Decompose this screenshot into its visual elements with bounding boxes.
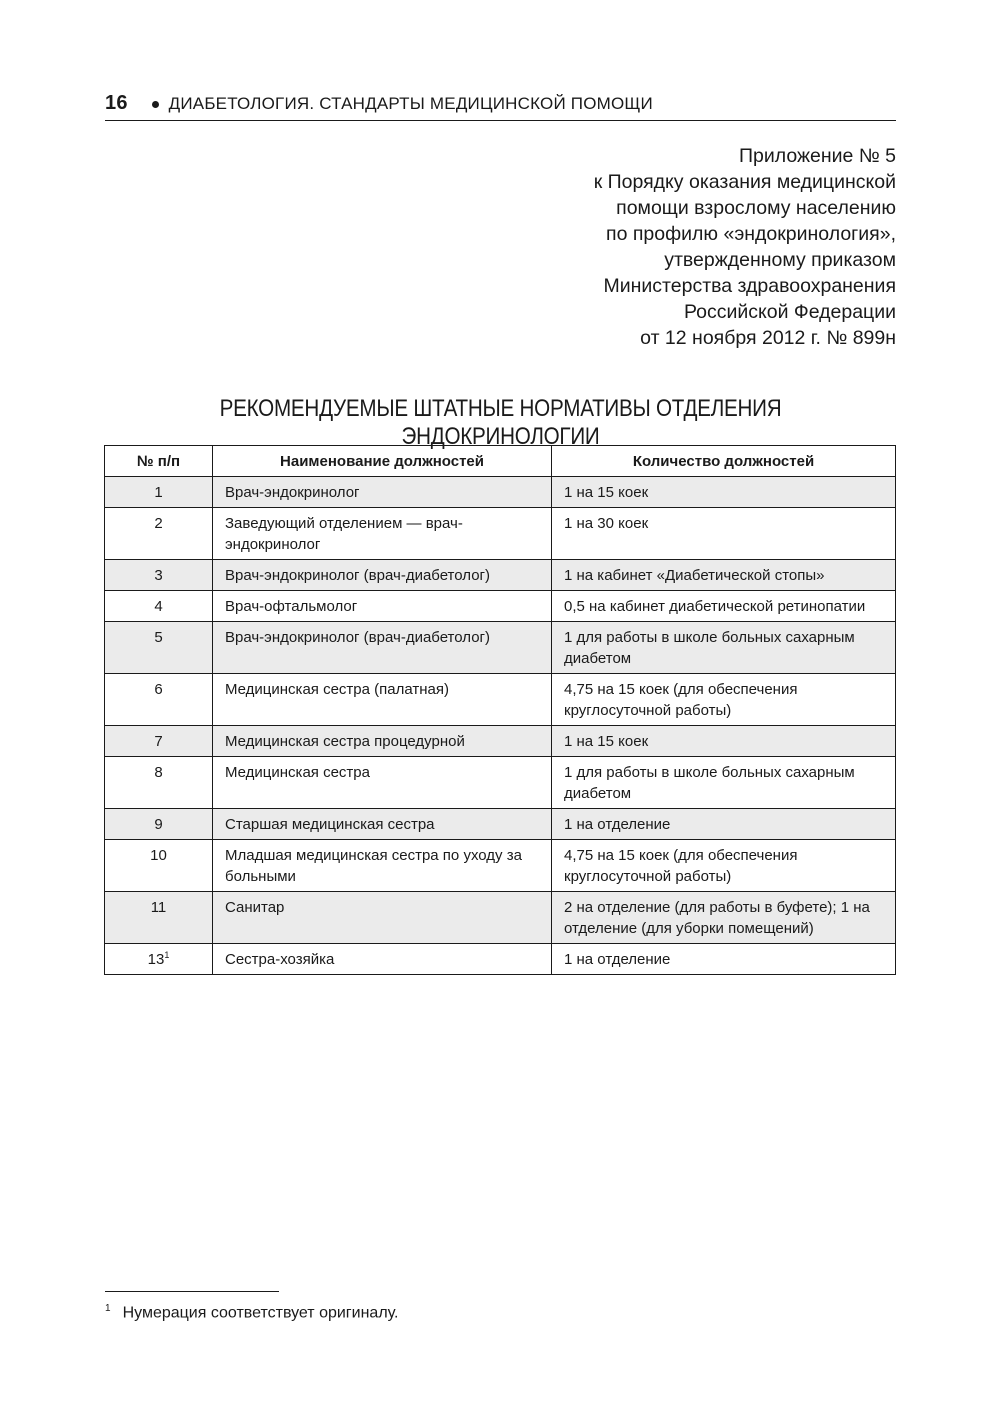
column-header-position: Наименование должностей [213,446,552,477]
appendix-line: Российской Федерации [683,301,896,323]
row-quantity: 1 на 30 коек [552,508,896,560]
bullet-icon [152,101,159,108]
row-position: Сестра-хозяйка [213,944,552,975]
table-header-row [105,446,896,477]
row-quantity: 1 на отделение [552,944,896,975]
footnote [105,1299,399,1323]
row-quantity: 0,5 на кабинет диабетической ретинопатии [552,591,896,622]
table-row [105,560,896,591]
table-row [105,840,896,892]
row-position: Врач-эндокринолог (врач-диабетолог) [213,560,552,591]
appendix-line: Министерства здравоохранения [603,275,896,297]
appendix-line: утвержденному приказом [664,249,896,271]
row-number: 1 [105,477,213,508]
table-row [105,757,896,809]
row-quantity: 4,75 на 15 коек (для обеспечения круглосуточной работы) [552,840,896,892]
appendix-line: по профилю «эндокринология», [606,223,896,245]
row-position: Медицинская сестра процедурной [213,726,552,757]
table-row [105,477,896,508]
column-header-quantity: Количество должностей [552,446,896,477]
footnote-divider [105,1291,279,1292]
row-position: Врач-офтальмолог [213,591,552,622]
page-number: 16 [105,92,128,114]
table-row [105,944,896,975]
row-quantity: 4,75 на 15 коек (для обеспечения круглосуточной работы) [552,674,896,726]
row-position: Санитар [213,892,552,944]
row-number: 4 [105,591,213,622]
row-quantity: 1 для работы в школе больных сахарным диабетом [552,622,896,674]
row-number: 8 [105,757,213,809]
row-quantity: 1 на кабинет «Диабетической стопы» [552,560,896,591]
footnote-reference[interactable]: 1 [164,950,170,960]
staffing-table [104,445,896,975]
row-quantity: 1 для работы в школе больных сахарным диабетом [552,757,896,809]
row-position: Медицинская сестра (палатная) [213,674,552,726]
row-number: 6 [105,674,213,726]
appendix-line: помощи взрослому населению [616,197,896,219]
row-quantity: 1 на 15 коек [552,726,896,757]
row-number: 11 [105,892,213,944]
column-header-number: № п/п [105,446,213,477]
row-number: 3 [105,560,213,591]
table-row [105,622,896,674]
table-row [105,674,896,726]
row-number: 13 [147,951,165,968]
appendix-line: от 12 ноября 2012 г. № 899н [640,327,896,349]
appendix-line: Приложение № 5 [739,145,896,167]
row-quantity: 1 на отделение [552,809,896,840]
table-row [105,508,896,560]
row-position: Младшая медицинская сестра по уходу за больными [213,840,552,892]
row-number: 7 [105,726,213,757]
row-quantity: 2 на отделение (для работы в буфете); 1 на отделение (для уборки помещений) [552,892,896,944]
row-position: Врач-эндокринолог [213,477,552,508]
row-number: 9 [105,809,213,840]
appendix-note [594,143,896,351]
row-number: 10 [105,840,213,892]
appendix-line: к Порядку оказания медицинской [593,171,896,193]
row-number-cell [105,944,213,975]
running-title: ДИАБЕТОЛОГИЯ. СТАНДАРТЫ МЕДИЦИНСКОЙ ПОМОЩИ [168,94,653,113]
row-position: Старшая медицинская сестра [213,809,552,840]
row-position: Заведующий отделением — врач-эндокринолог [213,508,552,560]
table-row [105,892,896,944]
table-row [105,809,896,840]
row-number: 2 [105,508,213,560]
section-title: РЕКОМЕНДУЕМЫЕ ШТАТНЫЕ НОРМАТИВЫ ОТДЕЛЕНИЯ ЭНДОКРИНОЛОГИИ [219,395,782,450]
table-row [105,726,896,757]
footnote-text: Нумерация соответствует оригиналу. [122,1304,399,1322]
running-header [105,94,896,121]
footnote-marker: 1 [105,1303,111,1314]
row-quantity: 1 на 15 коек [552,477,896,508]
row-position: Медицинская сестра [213,757,552,809]
row-position: Врач-эндокринолог (врач-диабетолог) [213,622,552,674]
row-number: 5 [105,622,213,674]
table-row [105,591,896,622]
